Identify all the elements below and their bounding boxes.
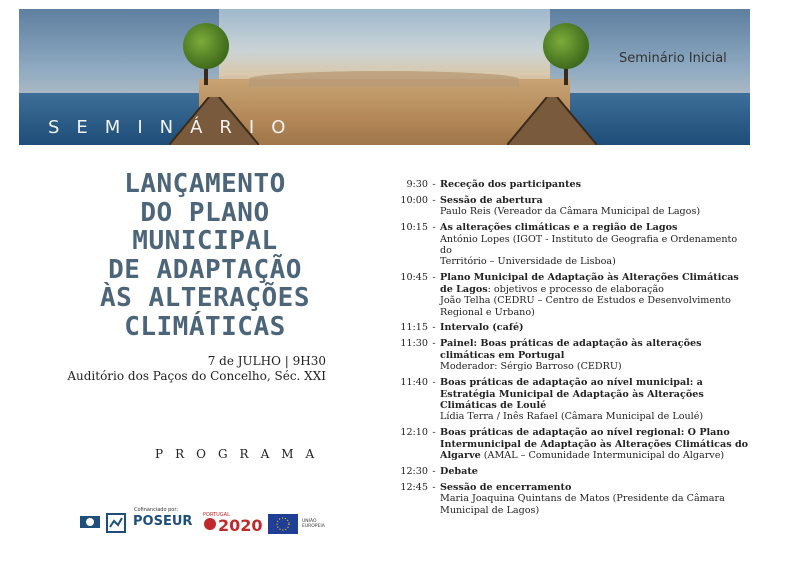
item-speaker: Regional e Urbano) [440,306,535,318]
item-title: Plano Municipal de Adaptação às Alterações Climáticas de Lagos [440,272,739,295]
event-date: 7 de JULHO | 9H30 [207,354,326,368]
tree-left-icon [183,23,229,69]
item-time: 9:30 [406,179,428,190]
list-item: 9:30 - Receção dos participantes [390,179,750,190]
list-item: 10:15 - As alterações climáticas e a região de Lagos António Lopes (IGOT - Instituto de Geografia e Ordenamento do Território – Universidade de Lisboa) [390,222,750,268]
item-time: 11:15 [400,322,428,334]
list-item: 12:45 - Sessão de encerramento Maria Joaquina Quintans de Matos (Presidente da Câmara Municipal de Lagos) [390,482,750,516]
schedule-list [390,179,750,521]
item-speaker: Municipal de Lagos) [440,504,540,516]
distant-hills [249,71,519,87]
page-title [60,170,350,341]
item-subtitle: : objetivos e processo de elaboração [487,283,664,295]
item-time: 11:40 [400,377,428,389]
item-title: Sessão de abertura [440,194,543,206]
event-venue: Auditório dos Paços do Concelho, Séc. XXI [67,369,326,383]
list-item: 11:15 - Intervalo (café) [390,322,750,333]
item-title: Debate [440,465,478,477]
title-line: ÀS ALTERAÇÕES [100,283,310,313]
item-title: Receção dos participantes [440,179,582,190]
item-title: Sessão de encerramento [440,481,572,493]
title-line: DE ADAPTAÇÃO [108,254,302,285]
programa-heading: PROGRAMA [155,447,327,461]
item-speaker: Lídia Terra / Inês Rafael (Câmara Municipal de Loulé) [440,411,704,423]
list-item: 10:45 - Plano Municipal de Adaptação às Alterações Climáticas de Lagos: objetivos e processo de elaboração João Telha (CEDRU – Centro de Estudos e Desenvolvimento Regional e Urbano) [390,272,750,318]
item-speaker: Moderador: Sérgio Barroso (CEDRU) [440,361,622,373]
item-time: 12:30 [400,465,428,477]
cofinanciado-label: Cofinanciado por: [134,507,179,513]
portugal-label: PORTUGAL [203,512,230,518]
item-title: As alterações climáticas e a região de Lagos [440,222,678,234]
pier-right-icon [507,97,597,145]
item-speaker: João Telha (CEDRU – Centro de Estudos e Desenvolvimento [440,295,731,307]
title-line: CLIMÁTICAS [124,311,286,342]
item-time: 10:00 [400,194,428,206]
title-line: MUNICIPAL [132,226,278,256]
list-item: 10:00 - Sessão de abertura Paulo Reis (Vereador da Câmara Municipal de Lagos) [390,195,750,218]
item-time: 11:30 [400,338,428,350]
item-time: 10:45 [400,272,428,284]
portugal-2020-logo: 2020 [218,516,263,535]
list-item: 11:40 - Boas práticas de adaptação ao nível municipal: a Estratégia Municipal de Adaptação às Alterações Climáticas de Loulé Lídia Terra / Inês Rafael (Câmara Municipal de Loulé) [390,377,750,423]
list-item: 12:10 - Boas práticas de adaptação ao nível regional: O Plano Intermunicipal de Adaptação às Alterações Climáticas do Algarve (AMAL – Comunidade Intermunicipal do Algarve) [390,427,750,461]
list-item: 11:30 - Painel: Boas práticas de adaptação às alterações climáticas em Portugal Moderador: Sérgio Barroso (CEDRU) [390,338,750,372]
sponsor-logos [78,508,338,540]
title-line: LANÇAMENTO [124,169,286,199]
eu-label: UNIÃO EUROPEIA [302,519,325,529]
cedru-logo-icon [106,513,126,533]
item-speaker: António Lopes (IGOT - Instituto de Geografia e Ordenamento do [440,233,738,257]
portugal-emblem-icon [204,518,216,530]
item-speaker: Maria Joaquina Quintans de Matos (Presidente da Câmara [440,493,725,505]
item-time: 12:45 [400,481,428,493]
eu-flag-icon [268,514,298,534]
list-item: 12:30 - Debate [390,466,750,477]
tree-right-icon [543,23,589,69]
item-time: 12:10 [400,427,428,439]
lagos-logo-icon [78,514,102,532]
item-speaker: Paulo Reis (Vereador da Câmara Municipal de Lagos) [440,206,701,218]
item-time: 10:15 [400,222,428,234]
poseur-logo: POSEUR [133,514,193,529]
item-subtitle: (AMAL – Comunidade Intermunicipal do Algarve) [480,450,725,462]
item-title: Painel: Boas práticas de adaptação às alterações climáticas em Portugal [440,338,702,361]
item-title: Boas práticas de adaptação ao nível regional: O Plano Intermunicipal de Adaptação às Alterações Climáticas do Algarve [440,427,749,462]
title-line: DO PLANO [140,197,270,228]
item-title: Boas práticas de adaptação ao nível municipal: a Estratégia Municipal de Adaptação às Alterações Climáticas de Loulé [440,377,704,411]
banner-word: SEMINÁRIO [48,117,303,138]
item-title: Intervalo (café) [440,322,524,334]
item-speaker: Território – Universidade de Lisboa) [440,256,616,268]
banner-subtitle: Seminário Inicial [619,51,727,66]
